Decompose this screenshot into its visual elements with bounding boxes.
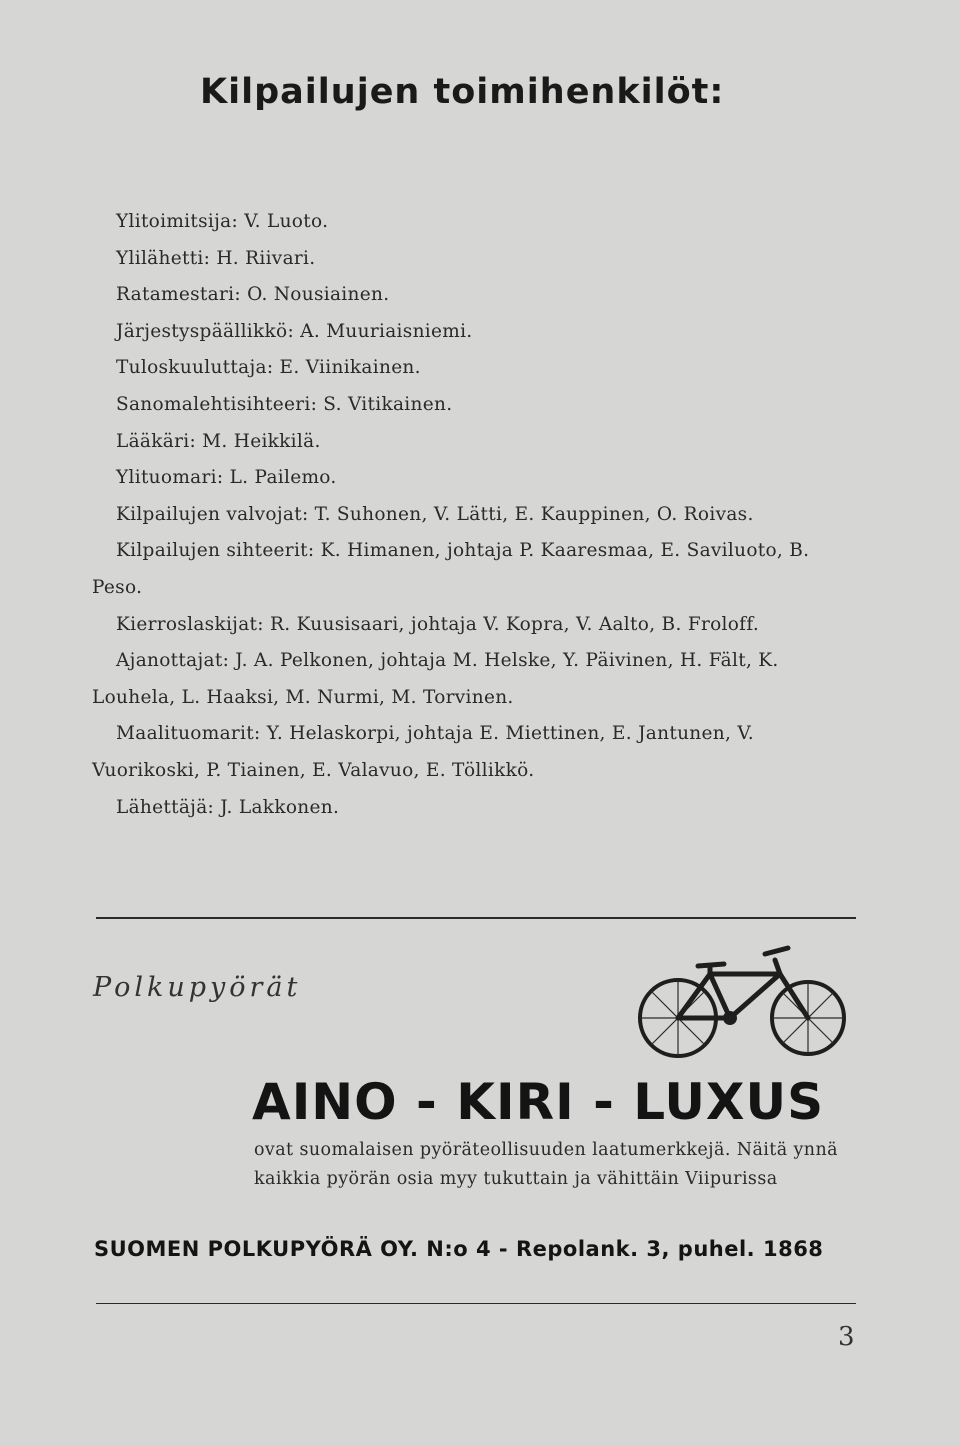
official-entry: Ylitoimitsija: V. Luoto. [116,211,329,232]
official-entry: Kierroslaskijat: R. Kuusisaari, johtaja V. Kopra, V. Aalto, B. Froloff. [116,613,760,635]
official-entry: Ylituomari: L. Pailemo. [116,467,337,489]
official-entry: Lääkäri: M. Heikkilä. [116,430,321,452]
official-entry: Ylilähetti: H. Riivari. [116,247,316,269]
official-entry: Maalituomarit: Y. Helaskorpi, johtaja E. Miettinen, E. Jantunen, V. Vuorikoski, P. Tiainen, E. Valavuo, E. Töllikkö. [92,723,754,781]
ad-script-heading: Polkupyörät [93,972,302,1003]
official-entry: Lähettäjä: J. Lakkonen. [116,796,340,818]
bicycle-icon [630,940,850,1060]
official-entry: Kilpailujen sihteerit: K. Himanen, johtaja P. Kaaresmaa, E. Saviluoto, B. Peso. [92,540,810,598]
company-line: SUOMEN POLKUPYÖRÄ OY. N:o 4 - Repolank. 3, puhel. 1868 [94,1237,824,1261]
official-entry: Ajanottajat: J. A. Pelkonen, johtaja M. Helske, Y. Päivinen, H. Fält, K. Louhela, L. Haaksi, M. Nurmi, M. Torvinen. [92,650,779,708]
divider [96,917,856,919]
officials-list [92,204,857,826]
official-entry: Tuloskuuluttaja: E. Viinikainen. [116,357,421,379]
ad-brands: AINO - KIRI - LUXUS [252,1073,825,1131]
official-entry: Ratamestari: O. Nousiainen. [116,284,390,306]
page-number: 3 [838,1322,855,1352]
divider [96,1303,856,1304]
official-entry: Kilpailujen valvojat: T. Suhonen, V. Lätti, E. Kauppinen, O. Roivas. [116,503,754,525]
ad-body-text: ovat suomalaisen pyöräteollisuuden laatumerkkejä. Näitä ynnä kaikkia pyörän osia myy tukuttain ja vähittäin Viipurissa [254,1140,838,1189]
page-title: Kilpailujen toimihenkilöt: [200,72,725,112]
official-entry: Järjestyspäällikkö: A. Muuriaisniemi. [116,320,473,342]
official-entry: Sanomalehtisihteeri: S. Vitikainen. [116,393,453,415]
